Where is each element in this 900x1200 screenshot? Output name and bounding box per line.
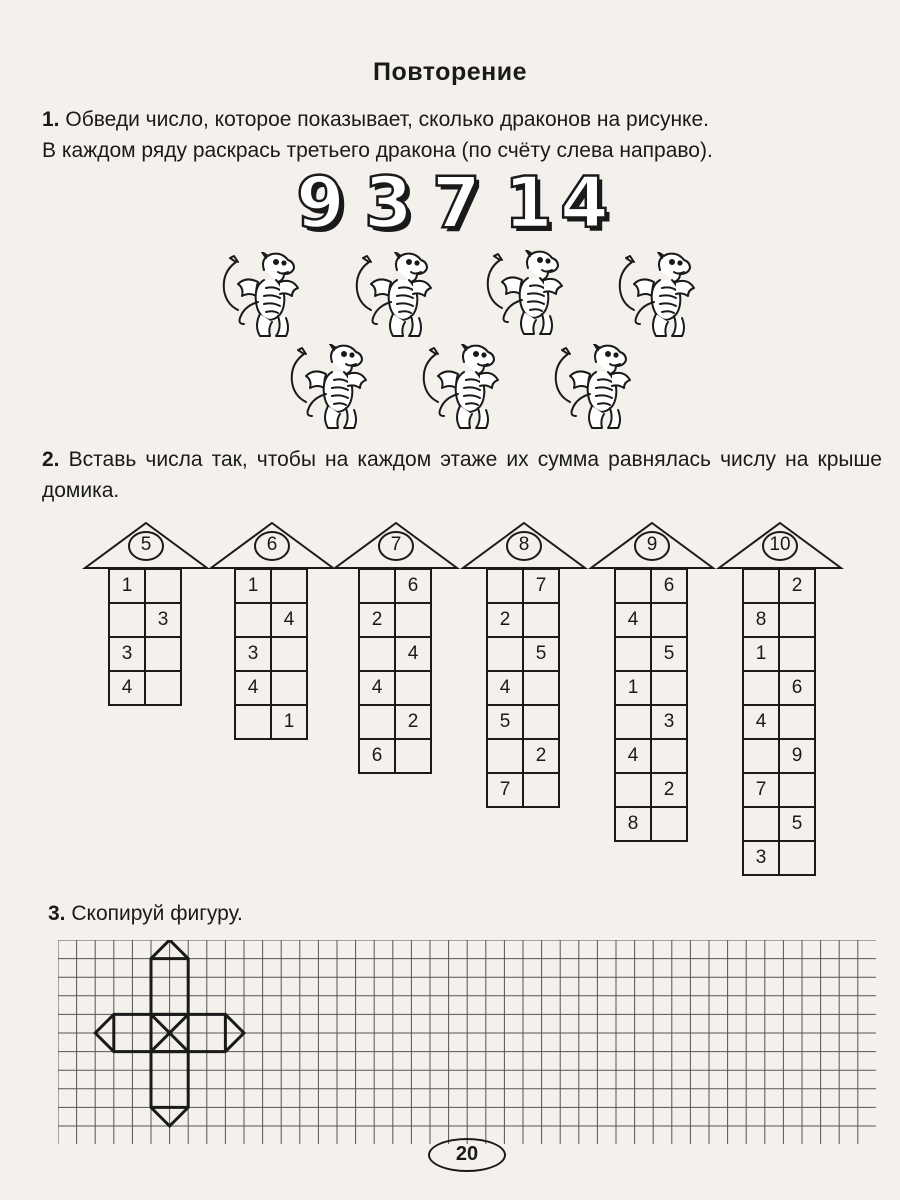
house-cell[interactable]: 7: [486, 772, 524, 808]
task-1-line-1: Обведи число, которое показывает, сколько драконов на рисунке.: [65, 108, 709, 131]
house-cell[interactable]: [742, 670, 780, 706]
house-cell[interactable]: [144, 670, 182, 706]
task-3-number: 3.: [48, 902, 66, 925]
dragon-outline-icon: [610, 252, 700, 344]
house-cell[interactable]: 7: [742, 772, 780, 808]
house-cell[interactable]: [778, 772, 816, 808]
house-cell[interactable]: [234, 602, 272, 638]
house-cell[interactable]: 2: [778, 568, 816, 604]
house-cell[interactable]: 6: [778, 670, 816, 706]
house-cell[interactable]: [522, 602, 560, 638]
house-cell[interactable]: 2: [394, 704, 432, 740]
task-3-instructions: [48, 898, 243, 929]
page-title: Повторение: [372, 58, 527, 86]
house-cell[interactable]: [234, 704, 272, 740]
house-cell[interactable]: [778, 840, 816, 876]
house-cell[interactable]: 4: [614, 602, 652, 638]
house-cell[interactable]: [486, 568, 524, 604]
task-2-instructions: [42, 444, 882, 506]
house-cell[interactable]: 4: [108, 670, 146, 706]
house-cell[interactable]: [742, 738, 780, 774]
house-cell[interactable]: [394, 602, 432, 638]
dragon-picture[interactable]: [414, 344, 504, 436]
house-cell[interactable]: 9: [778, 738, 816, 774]
house-cell[interactable]: [614, 636, 652, 672]
house-cell[interactable]: 3: [742, 840, 780, 876]
task-1-instructions: [42, 104, 882, 166]
house-cell[interactable]: [270, 670, 308, 706]
roof-number: 5: [140, 534, 152, 555]
copy-grid[interactable]: [58, 940, 876, 1144]
dragon-picture[interactable]: [610, 252, 700, 344]
house-cell[interactable]: 1: [270, 704, 308, 740]
house-cell[interactable]: 3: [108, 636, 146, 672]
house-cell[interactable]: [778, 636, 816, 672]
house-cell[interactable]: [358, 568, 396, 604]
task-2-text: Вставь числа так, чтобы на каждом этаже их сумма равнялась числу на крыше домика.: [42, 448, 882, 502]
house-cell[interactable]: 1: [614, 670, 652, 706]
task-2-number: 2.: [42, 448, 60, 471]
house-cell[interactable]: 6: [394, 568, 432, 604]
house-cell[interactable]: 1: [108, 568, 146, 604]
dragon-picture[interactable]: [546, 344, 636, 436]
dragon-outline-icon: [282, 344, 372, 436]
house-cell[interactable]: 3: [650, 704, 688, 740]
house-cell[interactable]: 4: [614, 738, 652, 774]
house-cell[interactable]: 3: [144, 602, 182, 638]
digit-choice[interactable]: 3: [364, 162, 413, 244]
house-cell[interactable]: [270, 568, 308, 604]
house-cell[interactable]: 4: [394, 636, 432, 672]
house-cell[interactable]: [742, 568, 780, 604]
task-1-number: 1.: [42, 108, 60, 131]
house-cell[interactable]: 1: [234, 568, 272, 604]
house-cell[interactable]: 2: [486, 602, 524, 638]
house-cell[interactable]: [650, 806, 688, 842]
house-cell[interactable]: [108, 602, 146, 638]
task-3-text: Скопируй фигуру.: [71, 902, 243, 925]
house-cell[interactable]: 5: [522, 636, 560, 672]
house-cell[interactable]: [650, 670, 688, 706]
dragon-outline-icon: [414, 344, 504, 436]
dragon-outline-icon: [214, 252, 304, 344]
house-cell[interactable]: [522, 704, 560, 740]
digit-choices: [290, 162, 630, 244]
house-cell[interactable]: 5: [778, 806, 816, 842]
house-cell[interactable]: [742, 806, 780, 842]
house-cell[interactable]: [144, 568, 182, 604]
roof-number: 10: [769, 534, 791, 555]
digit-choice[interactable]: 9: [296, 162, 345, 244]
digit-choice[interactable]: 1: [504, 162, 553, 244]
house-cell[interactable]: [144, 636, 182, 672]
house-cell[interactable]: 5: [486, 704, 524, 740]
house-cell[interactable]: 6: [358, 738, 396, 774]
house-cell[interactable]: 6: [650, 568, 688, 604]
house-cell[interactable]: [486, 738, 524, 774]
house-cell[interactable]: [778, 602, 816, 638]
house-cell[interactable]: [650, 738, 688, 774]
house-cell[interactable]: 1: [742, 636, 780, 672]
grid-lines: [58, 940, 876, 1144]
dragon-picture[interactable]: [347, 252, 437, 344]
house-cell[interactable]: [394, 738, 432, 774]
dragon-picture[interactable]: [214, 252, 304, 344]
digit-choice[interactable]: 7: [432, 162, 481, 244]
roof-number: 6: [266, 534, 278, 555]
house-cell[interactable]: 4: [270, 602, 308, 638]
dragon-outline-icon: [478, 250, 568, 342]
dragon-picture[interactable]: [478, 250, 568, 342]
roof-number: 9: [646, 534, 658, 555]
roof-number: 8: [518, 534, 530, 555]
house-cell[interactable]: [522, 772, 560, 808]
digit-choice[interactable]: 4: [560, 162, 609, 244]
house-cell[interactable]: 2: [650, 772, 688, 808]
house-cell[interactable]: 4: [742, 704, 780, 740]
house-cell[interactable]: [270, 636, 308, 672]
house-cell[interactable]: [778, 704, 816, 740]
dragon-outline-icon: [546, 344, 636, 436]
house-cell[interactable]: [358, 636, 396, 672]
task-1-line-2: В каждом ряду раскрась третьего дракона (по счёту слева направо).: [42, 139, 713, 162]
house-cell[interactable]: [522, 670, 560, 706]
house-cell[interactable]: 5: [650, 636, 688, 672]
house-cell[interactable]: 8: [742, 602, 780, 638]
house-cell[interactable]: [358, 704, 396, 740]
page-number: 20: [428, 1138, 506, 1172]
house-cell[interactable]: [486, 636, 524, 672]
house-cell[interactable]: [650, 602, 688, 638]
house-cell[interactable]: [394, 670, 432, 706]
house-cell[interactable]: 2: [358, 602, 396, 638]
house-cell[interactable]: 4: [486, 670, 524, 706]
roof-number: 7: [390, 534, 402, 555]
house-cell[interactable]: 4: [234, 670, 272, 706]
dragon-picture[interactable]: [282, 344, 372, 436]
house-cell[interactable]: [614, 772, 652, 808]
house-cell[interactable]: 3: [234, 636, 272, 672]
house-cell[interactable]: 8: [614, 806, 652, 842]
house-cell[interactable]: 4: [358, 670, 396, 706]
house-cell[interactable]: [614, 704, 652, 740]
house-cell[interactable]: 2: [522, 738, 560, 774]
house-cell[interactable]: 7: [522, 568, 560, 604]
dragon-outline-icon: [347, 252, 437, 344]
house-cell[interactable]: [614, 568, 652, 604]
